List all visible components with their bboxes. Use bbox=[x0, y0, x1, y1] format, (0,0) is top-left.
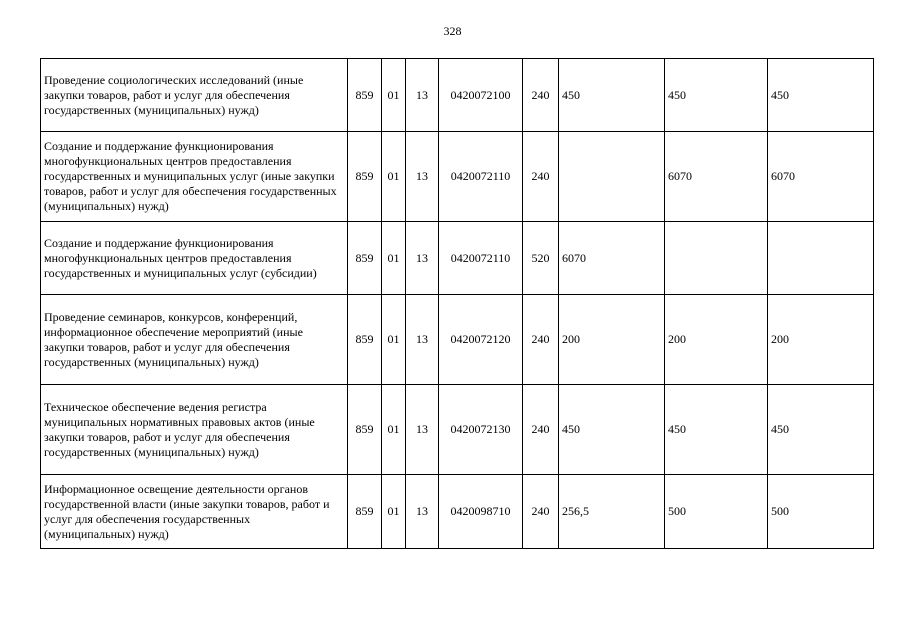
section-code-cell: 01 bbox=[382, 295, 406, 385]
amount-year1-cell: 6070 bbox=[559, 222, 665, 295]
grbs-code-cell: 859 bbox=[348, 295, 382, 385]
subsection-code-cell: 13 bbox=[406, 475, 439, 549]
amount-year1-cell: 200 bbox=[559, 295, 665, 385]
expense-name-cell: Проведение социологических исследований (иные закупки товаров, работ и услуг для обеспечения государственных (муниципальных) нужд) bbox=[41, 59, 348, 132]
target-article-cell: 0420072100 bbox=[439, 59, 523, 132]
amount-year3-cell: 6070 bbox=[768, 132, 874, 222]
expense-name-cell: Создание и поддержание функционирования многофункциональных центров предоставления государственных и муниципальных услуг (субсидии) bbox=[41, 222, 348, 295]
section-code-cell: 01 bbox=[382, 475, 406, 549]
amount-year3-cell: 500 bbox=[768, 475, 874, 549]
grbs-code-cell: 859 bbox=[348, 59, 382, 132]
subsection-code-cell: 13 bbox=[406, 385, 439, 475]
target-article-cell: 0420072130 bbox=[439, 385, 523, 475]
table-row bbox=[41, 132, 874, 222]
target-article-cell: 0420098710 bbox=[439, 475, 523, 549]
expense-type-cell: 520 bbox=[523, 222, 559, 295]
table-row bbox=[41, 59, 874, 132]
amount-year3-cell: 450 bbox=[768, 385, 874, 475]
amount-year1-cell: 256,5 bbox=[559, 475, 665, 549]
page-number: 328 bbox=[443, 24, 462, 38]
amount-year3-cell bbox=[768, 222, 874, 295]
grbs-code-cell: 859 bbox=[348, 475, 382, 549]
grbs-code-cell: 859 bbox=[348, 222, 382, 295]
expense-type-cell: 240 bbox=[523, 385, 559, 475]
grbs-code-cell: 859 bbox=[348, 132, 382, 222]
expense-name-cell: Проведение семинаров, конкурсов, конференций, информационное обеспечение мероприятий (иные закупки товаров, работ и услуг для обеспечения государственных (муниципальных) нужд) bbox=[41, 295, 348, 385]
table-row bbox=[41, 295, 874, 385]
budget-table bbox=[40, 58, 874, 549]
amount-year1-cell: 450 bbox=[559, 59, 665, 132]
expense-name-cell: Информационное освещение деятельности органов государственной власти (иные закупки товаров, работ и услуг для обеспечения государственных (муниципальных) нужд) bbox=[41, 475, 348, 549]
expense-name-cell: Техническое обеспечение ведения регистра муниципальных нормативных правовых актов (иные закупки товаров, работ и услуг для обеспечения государственных (муниципальных) нужд) bbox=[41, 385, 348, 475]
expense-type-cell: 240 bbox=[523, 295, 559, 385]
section-code-cell: 01 bbox=[382, 385, 406, 475]
amount-year3-cell: 200 bbox=[768, 295, 874, 385]
amount-year1-cell bbox=[559, 132, 665, 222]
target-article-cell: 0420072120 bbox=[439, 295, 523, 385]
subsection-code-cell: 13 bbox=[406, 59, 439, 132]
target-article-cell: 0420072110 bbox=[439, 222, 523, 295]
amount-year2-cell bbox=[665, 222, 768, 295]
expense-name-cell: Создание и поддержание функционирования многофункциональных центров предоставления государственных и муниципальных услуг (иные закупки товаров, работ и услуг для обеспечения государственных (муниципальных) нужд) bbox=[41, 132, 348, 222]
grbs-code-cell: 859 bbox=[348, 385, 382, 475]
expense-type-cell: 240 bbox=[523, 59, 559, 132]
table-row bbox=[41, 385, 874, 475]
section-code-cell: 01 bbox=[382, 132, 406, 222]
expense-type-cell: 240 bbox=[523, 475, 559, 549]
amount-year2-cell: 450 bbox=[665, 385, 768, 475]
amount-year1-cell: 450 bbox=[559, 385, 665, 475]
section-code-cell: 01 bbox=[382, 59, 406, 132]
table-row bbox=[41, 475, 874, 549]
amount-year2-cell: 450 bbox=[665, 59, 768, 132]
subsection-code-cell: 13 bbox=[406, 222, 439, 295]
amount-year2-cell: 6070 bbox=[665, 132, 768, 222]
target-article-cell: 0420072110 bbox=[439, 132, 523, 222]
amount-year3-cell: 450 bbox=[768, 59, 874, 132]
subsection-code-cell: 13 bbox=[406, 132, 439, 222]
expense-type-cell: 240 bbox=[523, 132, 559, 222]
amount-year2-cell: 500 bbox=[665, 475, 768, 549]
amount-year2-cell: 200 bbox=[665, 295, 768, 385]
section-code-cell: 01 bbox=[382, 222, 406, 295]
table-row bbox=[41, 222, 874, 295]
subsection-code-cell: 13 bbox=[406, 295, 439, 385]
